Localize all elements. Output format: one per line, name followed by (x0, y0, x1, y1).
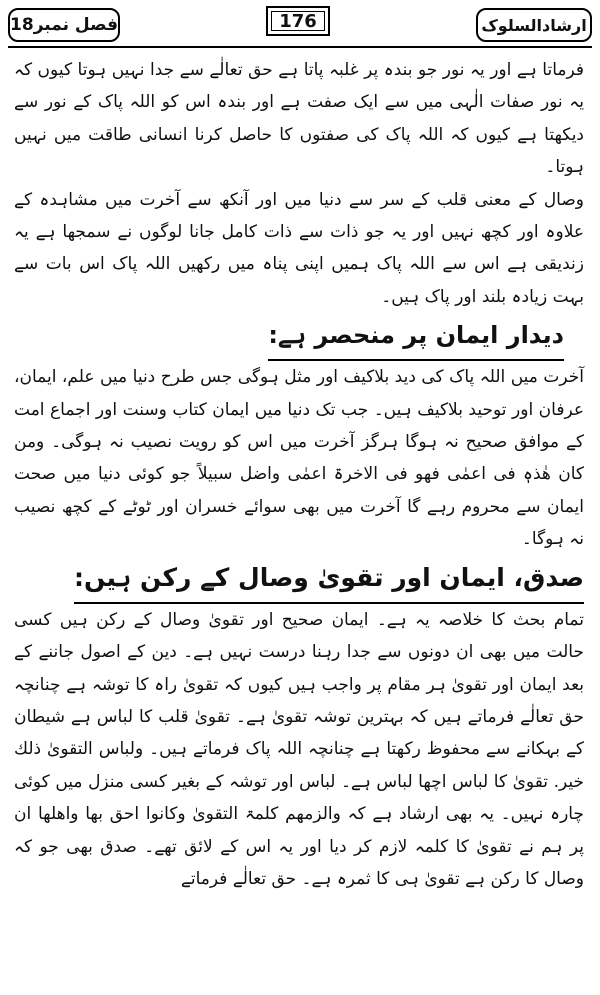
paragraph-2: وصال کے معنی قلب کے سر سے دنیا میں اور آنکھ سے آخرت میں مشاہدہ کے علاوہ اور کچھ نہیں اور یہ جو ذات سے ذات کامل جانا لوگوں نے سمجھا ہے یہ زندیقی ہے اس سے اللہ پاک ہمیں اپنی پناہ میں رکھیں اللہ پاک اس بات سے بہت زیادہ بلند اور پاک ہیں۔ (14, 189, 584, 307)
paragraph-4: تمام بحث کا خلاصہ یہ ہے۔ ایمان صحیح اور تقویٰ وصال کے رکن ہیں کسی حالت میں بھی ان دونوں سے جدا رہنا درست نہیں ہے۔ دین کے اصول جاننے کے بعد ایمان اور تقویٰ ہر مقام پر واجب ہیں کیوں کہ تقویٰ راہ کا توشہ ہے چنانچہ حق تعالٰے فرماتے ہیں کہ بہترین توشہ تقویٰ ہے۔ تقویٰ قلب کا لباس ہے شیطان کے بہکانے سے محفوظ رکھتا ہے چنانچہ اللہ پاک فرماتے ہیں۔ ولباس التقوىٰ ذلك خير. تقویٰ کا لباس اچھا لباس ہے۔ لباس اور توشہ کے بغیر کسی منزل میں کوئی چارہ نہیں۔ یہ بھی ارشاد ہے کہ والزمھم کلمۃ التقویٰ وکانوا احق بھا واھلھا ان پر ہم نے تقویٰ کا کلمہ لازم کر دیا اور یہ اس کے لائق تھے۔ صدق بھی جو کہ وصال کا رکن ہے تقویٰ ہی کا ثمرہ ہے۔ حق تعالٰے فرماتے (14, 609, 584, 889)
header-rule (8, 46, 592, 48)
section-heading-2 (14, 556, 584, 604)
paragraph-3: آخرت میں اللہ پاک کی دید بلاکیف اور مثل ہوگی جس طرح دنیا میں علم، ایمان، عرفان اور توحید بلاکیف ہیں۔ جب تک دنیا میں ایمان کتاب وسنت اور اجماع امت کے موافق صحیح نہ ہوگا ہرگز آخرت میں اس کو رویت نصیب نہ ہوگی۔ ومن کان ھٰذہٖ فی اعمٰی فھو فی الاخرۃ اعمٰی واضل سبیلاً جو کوئی دنیا میں صحت ایمان سے محروم رہے گا آخرت میں بھی سوائے خسران اور ٹوٹے کے کچھ نصیب نہ ہوگا۔ (14, 367, 584, 550)
chapter-label: فصل نمبر18 (8, 8, 120, 42)
page-body (14, 54, 584, 895)
paragraph-1: فرماتا ہے اور یہ نور جو بندہ پر غلبہ پاتا ہے حق تعالٰے سے جدا نہیں ہوتا کیوں کہ یہ نور صفات الٰہی میں سے ایک صفت ہے اور بندہ اس کو اللہ پاک کے نور سے دیکھتا ہے کیوں کہ اللہ پاک کی صفتوں کا حاصل کرنا انسانی طاقت میں نہیں ہوتا۔ (14, 60, 584, 178)
page-number: 176 (266, 6, 330, 36)
page-header (8, 6, 592, 44)
section-heading-1 (14, 313, 584, 361)
section-heading-2-text: صدق، ایمان اور تقویٰ وصال کے رکن ہیں: (74, 556, 584, 604)
book-title: ارشادالسلوک (476, 8, 592, 42)
section-heading-1-text: دیدار ایمان پر منحصر ہے: (268, 313, 564, 361)
